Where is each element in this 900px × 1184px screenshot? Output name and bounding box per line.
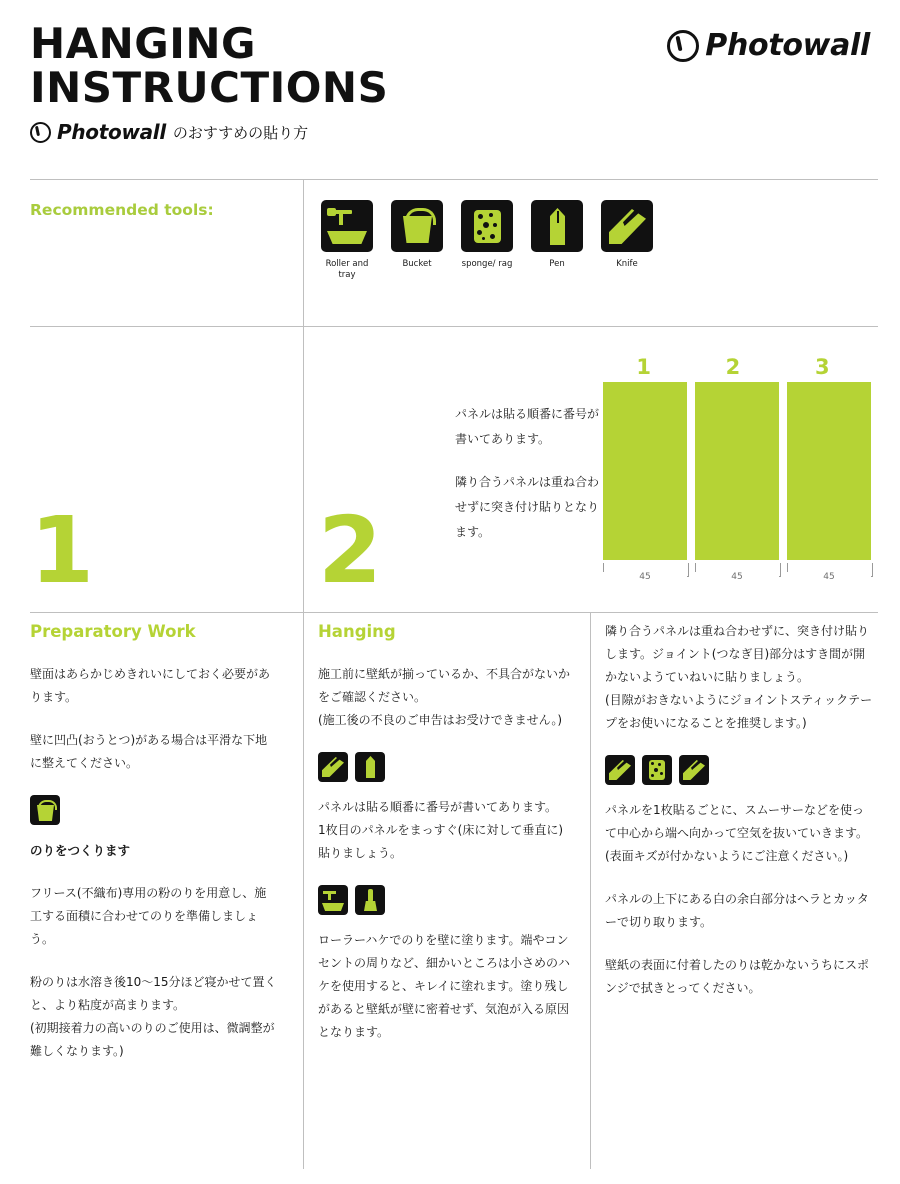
knife-icon bbox=[679, 755, 709, 785]
tool-caption: Bucket bbox=[402, 259, 432, 269]
subtitle-japanese: のおすすめの貼り方 bbox=[172, 123, 309, 142]
step-1-heading: Preparatory Work bbox=[30, 622, 196, 641]
step-1-para-4: 粉のりは水溶き後10〜15分ほど寝かせて置くと、より粘度が高まります。 bbox=[30, 975, 277, 1012]
step-2-para-2: (施工後の不良のご申告はお受けできません。) bbox=[318, 713, 563, 727]
photowall-mark-icon bbox=[30, 122, 51, 143]
brush-icon bbox=[355, 885, 385, 915]
tool-caption: Knife bbox=[616, 259, 638, 269]
photowall-wordmark: Photowall bbox=[57, 120, 166, 144]
bucket-icon bbox=[30, 795, 60, 825]
bucket-icon bbox=[391, 200, 443, 252]
pen-icon bbox=[531, 200, 583, 252]
knife-pen-icon-group bbox=[318, 752, 570, 782]
tool-bucket bbox=[388, 200, 446, 281]
step-2-para-4: 1枚目のパネルをまっすぐ(床に対して垂直に)貼りましょう。 bbox=[318, 823, 563, 860]
glue-heading: のりをつくります bbox=[30, 843, 131, 858]
panel-width-label: 45 bbox=[695, 572, 779, 582]
step-2-right-column bbox=[605, 620, 873, 1020]
divider-vertical-left bbox=[303, 179, 304, 1169]
panel-width-label: 45 bbox=[603, 572, 687, 582]
panel-3 bbox=[787, 382, 871, 560]
divider-steps bbox=[30, 612, 878, 613]
step-2-heading: Hanging bbox=[318, 622, 396, 641]
photowall-logo-header bbox=[667, 28, 870, 63]
roller-and-tray-icon bbox=[321, 200, 373, 252]
step-2-right-para-4: (表面キズが付かないようにご注意ください。) bbox=[605, 849, 849, 863]
panel-numbers bbox=[603, 355, 871, 379]
step-1-para-5: (初期接着力の高いのりのご使用は、微調整が難しくなります。) bbox=[30, 1021, 275, 1058]
divider-top bbox=[30, 179, 878, 180]
panel-row bbox=[603, 382, 879, 560]
step-1-number: 1 bbox=[30, 497, 95, 604]
glue-icon-group bbox=[30, 795, 278, 825]
photowall-wordmark: Photowall bbox=[705, 28, 870, 63]
step-1-para-3: フリース(不織布)専用の粉のりを用意し、施工する面積に合わせてのりを準備しましょう。 bbox=[30, 886, 267, 946]
sponge-rag-icon bbox=[461, 200, 513, 252]
knife-icon bbox=[318, 752, 348, 782]
step-2-para-1: 施工前に壁紙が揃っているか、不具合がないかをご確認ください。 bbox=[318, 667, 571, 704]
step-2-right-para-2: (目隙がおきないようにジョイントスティックテープをお使いになることを推奨します。) bbox=[605, 693, 873, 730]
step-2-right-para-1: 隣り合うパネルは重ね合わせずに、突き付け貼りします。ジョイント(つなぎ目)部分はすき間が開かないようていねいに貼りましょう。 bbox=[605, 624, 870, 684]
tool-roller-and-tray bbox=[318, 200, 376, 281]
step-2-right-para-5: パネルの上下にある白の余白部分はヘラとカッターで切り取ります。 bbox=[605, 892, 869, 929]
step-2-number: 2 bbox=[318, 497, 383, 604]
panel-number: 3 bbox=[815, 355, 830, 379]
title-line-1: HANGING bbox=[30, 19, 257, 68]
step-2-para-5: ローラーハケでのりを壁に塗ります。端やコンセントの周りなど、細かいところは小さめのハケを使用すると、キレイに塗れます。塗り残しがあると壁紙が壁に密着せず、気泡が入る原因となります。 bbox=[318, 933, 571, 1039]
panel-dimensions bbox=[603, 563, 871, 589]
title-line-2: INSTRUCTIONS bbox=[30, 63, 389, 112]
step-2-middle-column bbox=[318, 620, 570, 1064]
step-1-column bbox=[30, 620, 278, 1083]
tool-caption: Roller and tray bbox=[325, 259, 369, 280]
roller-and-tray-icon bbox=[318, 885, 348, 915]
tools-strip bbox=[318, 200, 656, 281]
tool-sponge-rag bbox=[458, 200, 516, 281]
tool-caption: sponge/ rag bbox=[461, 259, 513, 269]
step-1-para-2: 壁に凹凸(おうとつ)がある場合は平滑な下地に整えてください。 bbox=[30, 733, 268, 770]
step-1-para-1: 壁面はあらかじめきれいにしておく必要があります。 bbox=[30, 667, 271, 704]
tool-caption: Pen bbox=[549, 259, 565, 269]
recommended-tools-label: Recommended tools: bbox=[30, 201, 214, 219]
step-2-right-para-3: パネルを1枚貼るごとに、スムーサーなどを使って中心から端へ向かって空気を抜いていきます。 bbox=[605, 803, 869, 840]
tool-pen bbox=[528, 200, 586, 281]
photowall-mark-icon bbox=[667, 30, 699, 62]
panel-note-2: 隣り合うパネルは重ね合わせずに突き付け貼りとなります。 bbox=[455, 475, 600, 539]
knife-icon bbox=[601, 200, 653, 252]
subtitle-row bbox=[30, 120, 878, 144]
panel-number: 2 bbox=[725, 355, 741, 379]
divider-tools bbox=[30, 326, 878, 327]
pen-icon bbox=[355, 752, 385, 782]
step-2-right-para-6: 壁紙の表面に付着したのりは乾かないうちにスポンジで拭きとってください。 bbox=[605, 958, 870, 995]
panel-note-1: パネルは貼る順番に番号が書いてあります。 bbox=[455, 407, 600, 446]
tool-knife bbox=[598, 200, 656, 281]
panel-width-label: 45 bbox=[787, 572, 871, 582]
panels-diagram bbox=[603, 355, 879, 589]
panel-2 bbox=[695, 382, 779, 560]
sponge-rag-icon bbox=[642, 755, 672, 785]
knife-icon bbox=[605, 755, 635, 785]
divider-vertical-right bbox=[590, 612, 591, 1169]
panel-1 bbox=[603, 382, 687, 560]
photowall-logo-inline bbox=[30, 120, 166, 144]
panel-note bbox=[455, 402, 605, 563]
panel-number: 1 bbox=[636, 355, 651, 379]
roller-brush-icon-group bbox=[318, 885, 570, 915]
step-2-para-3: パネルは貼る順番に番号が書いてあります。 bbox=[318, 800, 558, 814]
knife-sponge-icon-group bbox=[605, 755, 873, 785]
